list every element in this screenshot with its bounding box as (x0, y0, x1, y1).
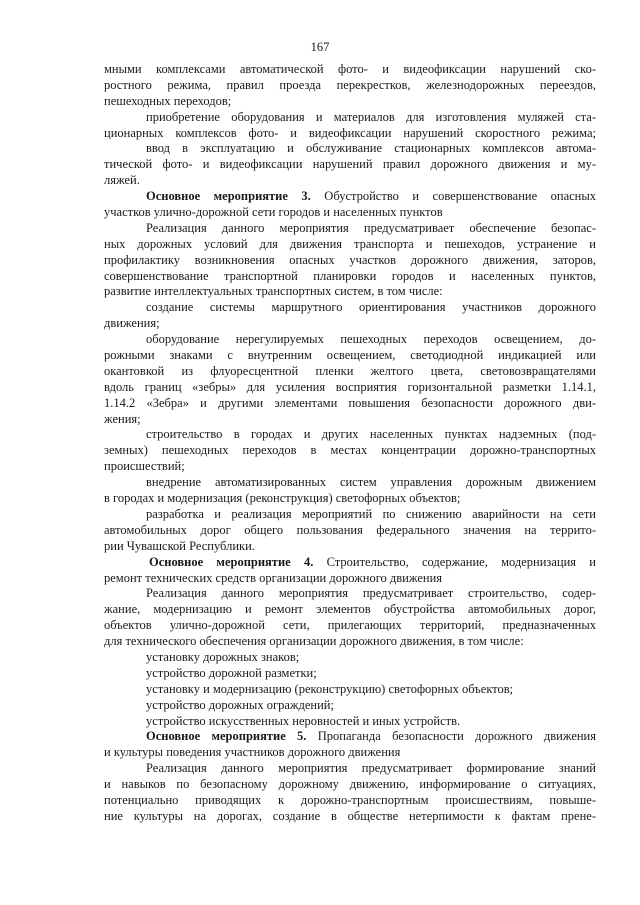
text-line: ремонт технических средств организации дорожного движения (104, 570, 443, 585)
text-line: происшествий; (104, 459, 185, 474)
text-line: профилактику возникновения опасных участков дорожного движения, заторов, (104, 252, 596, 267)
text-line: ростного режима, правил проезда перекрестков, железнодорожных переездов, (104, 77, 596, 92)
text-line: совершенствование транспортной планировки городов и населенных пунктов, (104, 268, 596, 283)
text-line: установку дорожных знаков; (146, 649, 300, 664)
text-line: устройство искусственных неровностей и иных устройств. (146, 713, 461, 728)
text-line: пешеходных переходов; (104, 93, 232, 108)
text-line: внедрение автоматизированных систем управления дорожным движением (146, 475, 596, 490)
text-line: и навыков по безопасному дорожному движению, информирование о ситуациях, (104, 777, 596, 792)
text-line: ционарных комплексов фото- и видеофиксации нарушений скоростного режима; (104, 125, 596, 140)
text-line: рожными знаками с внутренним освещением, светодиодной индикацией или (104, 348, 596, 363)
section-heading: Основное мероприятие 5. Пропаганда безопасности дорожного движения (146, 729, 597, 744)
text-line: мными комплексами автоматической фото- и видеофиксации нарушений ско- (104, 62, 596, 76)
text-line: строительство в городах и других населенных пунктах надземных (под- (146, 427, 596, 442)
text-line: объектов улично-дорожной сети, прилегающих территорий, предназначенных (104, 618, 596, 633)
text-line: приобретение оборудования и материалов для изготовления муляжей ста- (146, 109, 596, 124)
text-line: окантовкой из флуоресцентной пленки желтого цвета, световозвращателями (104, 363, 596, 378)
text-line: потенциально приводящих к дорожно-транспортным происшествиям, повыше- (104, 792, 596, 807)
text-line: автомобильных дорог общего пользования федерального значения на террито- (104, 522, 596, 537)
text-line: ние культуры на дорогах, создание в обществе нетерпимости к фактам прене- (104, 808, 596, 823)
body-text (104, 62, 596, 825)
text-line: участков улично-дорожной сети городов и населенных пунктов (104, 205, 443, 220)
text-line: ляжей. (104, 173, 140, 188)
text-line: Реализация данного мероприятия предусматривает формирование знаний (146, 761, 596, 776)
text-line: земных) пешеходных переходов в местах концентрации дорожно-транспортных (104, 443, 596, 458)
text-line: движения; (104, 316, 160, 331)
text-line: Реализация данного мероприятия предусматривает строительство, содер- (146, 586, 596, 601)
text-line: ввод в эксплуатацию и обслуживание стационарных комплексов автома- (146, 141, 596, 156)
text-line: развитие интеллектуальных транспортных систем, в том числе: (104, 284, 443, 299)
text-line: оборудование нерегулируемых пешеходных переходов освещением, до- (146, 332, 596, 347)
text-line: ных дорожных условий для движения транспорта и пешеходов, устранение и (104, 236, 596, 251)
text-line: жения; (104, 411, 141, 426)
text-line: установку и модернизацию (реконструкцию) светофорных объектов; (146, 681, 514, 696)
text-line: устройство дорожных ограждений; (146, 697, 334, 712)
text-line: устройство дорожной разметки; (146, 665, 317, 680)
page-number: 167 (310, 40, 330, 54)
text-line: создание системы маршрутного ориентирования участников дорожного (146, 300, 596, 315)
text-line: жание, модернизацию и ремонт элементов обустройства автомобильных дорог, (104, 602, 596, 617)
text-line: и культуры поведения участников дорожного движения (104, 745, 401, 760)
text-line: вдоль границ «зебры» для усиления восприятия горизонтальной разметки 1.14.1, (104, 379, 596, 394)
text-line: рии Чувашской Республики. (104, 538, 255, 553)
text-line: для технического обеспечения организации дорожного движения, в том числе: (104, 634, 524, 649)
text-line: 1.14.2 «Зебра» и другими элементами повышения безопасности дорожного дви- (104, 395, 596, 410)
section-heading: Основное мероприятие 4. Строительство, содержание, модернизация и (149, 554, 596, 569)
section-heading: Основное мероприятие 3. Обустройство и совершенствование опасных (146, 189, 596, 204)
text-line: тической фото- и видеофиксации нарушений правил дорожного движения и му- (104, 157, 596, 172)
text-line: в городах и модернизация (реконструкция) светофорных объектов; (104, 491, 461, 506)
text-line: разработка и реализация мероприятий по снижению аварийности на сети (146, 506, 596, 521)
text-line: Реализация данного мероприятия предусматривает обеспечение безопас- (146, 220, 596, 235)
